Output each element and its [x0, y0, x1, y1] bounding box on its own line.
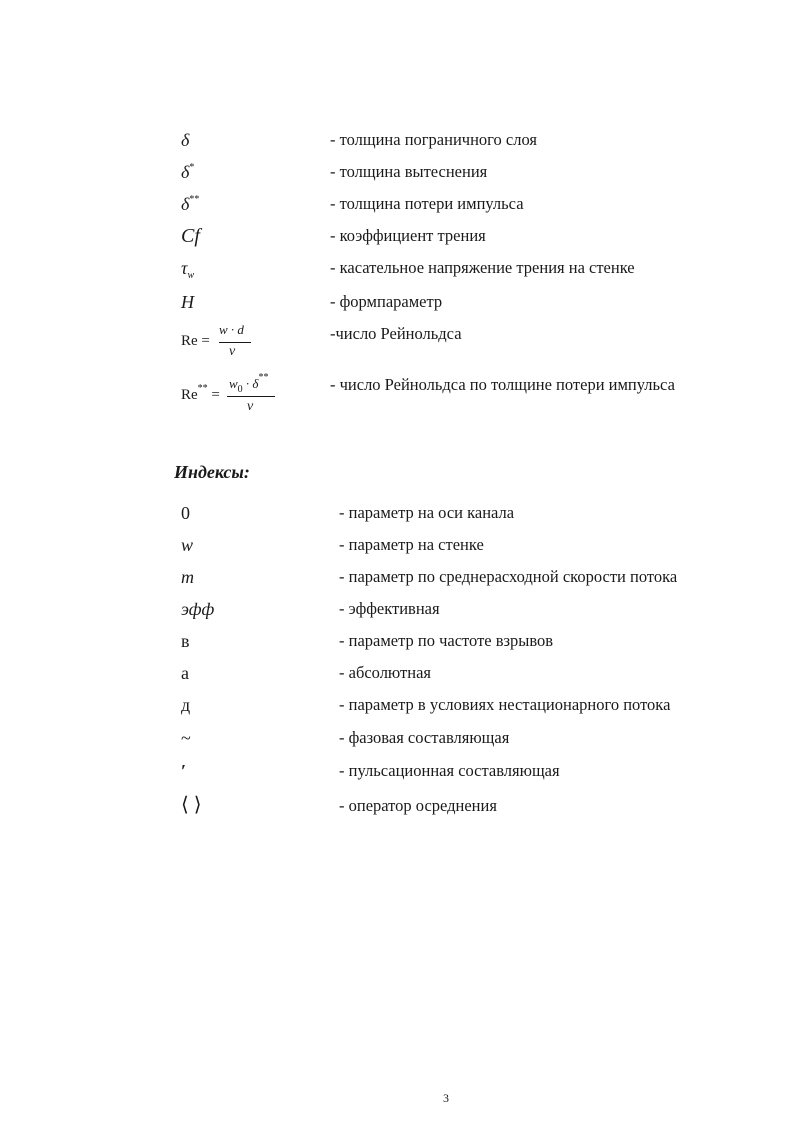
index-row — [0, 502, 793, 530]
index-description: - параметр на оси канала — [339, 503, 515, 522]
symbol-description: - касательное напряжение трения на стенке — [330, 258, 635, 277]
symbol: Cf — [181, 225, 200, 247]
index-description: - параметр в условиях нестационарного потока — [339, 695, 671, 714]
fraction-bar — [219, 342, 251, 343]
index-symbol: m — [181, 567, 194, 587]
index-row — [0, 794, 793, 822]
symbol-row-h — [0, 291, 793, 319]
symbol: δ — [181, 130, 190, 150]
formula-lhs: Re = — [181, 333, 210, 349]
symbol: H — [181, 292, 194, 312]
formula-numerator: $w_0 \cdot \delta^{**}$ — [229, 372, 269, 395]
symbol-row-cf — [0, 225, 793, 253]
formula-denominator: ν — [229, 344, 236, 359]
index-row — [0, 566, 793, 594]
formula-row-reynolds — [0, 322, 793, 366]
formula-row-reynolds-momentum — [0, 374, 793, 420]
index-symbol: в — [181, 631, 190, 651]
index-row — [0, 760, 793, 788]
index-symbol: эфф — [181, 599, 215, 619]
formula-description: -число Рейнольдса — [330, 324, 462, 343]
formula-lhs: Re** = — [181, 383, 220, 403]
formula-description: - число Рейнольдса по толщине потери импульса — [330, 375, 675, 394]
index-row — [0, 727, 793, 755]
index-symbol: ′ — [181, 761, 187, 781]
index-row — [0, 694, 793, 722]
symbol-description: - толщина потери импульса — [330, 194, 524, 213]
index-row — [0, 630, 793, 658]
index-description: - фазовая составляющая — [339, 728, 510, 747]
index-symbol: а — [181, 663, 189, 683]
formula-denominator: ν — [247, 399, 254, 414]
index-description: - параметр на стенке — [339, 535, 484, 554]
symbol: δ* — [181, 162, 195, 182]
index-description: - параметр по частоте взрывов — [339, 631, 554, 650]
index-symbol: д — [181, 695, 191, 715]
symbol-row-delta-2star — [0, 193, 793, 221]
index-symbol: ~ — [181, 728, 191, 748]
index-description: - оператор осреднения — [339, 796, 497, 815]
index-symbol: 0 — [181, 503, 190, 523]
index-row — [0, 534, 793, 562]
symbol: $\tau_w$ — [181, 258, 195, 281]
index-description: - эффективная — [339, 599, 440, 618]
symbol-description: - формпараметр — [330, 292, 443, 311]
symbol-description: - коэффициент трения — [330, 226, 486, 245]
index-description: - абсолютная — [339, 663, 431, 682]
index-description: - пульсационная составляющая — [339, 761, 560, 780]
symbol-description: - толщина пограничного слоя — [330, 130, 537, 149]
index-description: - параметр по среднерасходной скорости потока — [339, 567, 678, 586]
symbol: δ** — [181, 194, 200, 214]
fraction-bar — [227, 396, 275, 397]
indices-heading: Индексы: — [174, 462, 250, 482]
symbol-row-delta-star — [0, 161, 793, 189]
symbol-row-delta — [0, 129, 793, 157]
page-number: 3 — [443, 1091, 449, 1105]
symbol-row-tau-w — [0, 257, 793, 285]
index-row — [0, 598, 793, 626]
averaging-operator-symbol: ⟨ ⟩ — [181, 794, 202, 816]
index-symbol: w — [181, 535, 194, 555]
formula-numerator: w · d — [219, 322, 244, 337]
symbol-description: - толщина вытеснения — [330, 162, 488, 181]
index-row — [0, 662, 793, 690]
